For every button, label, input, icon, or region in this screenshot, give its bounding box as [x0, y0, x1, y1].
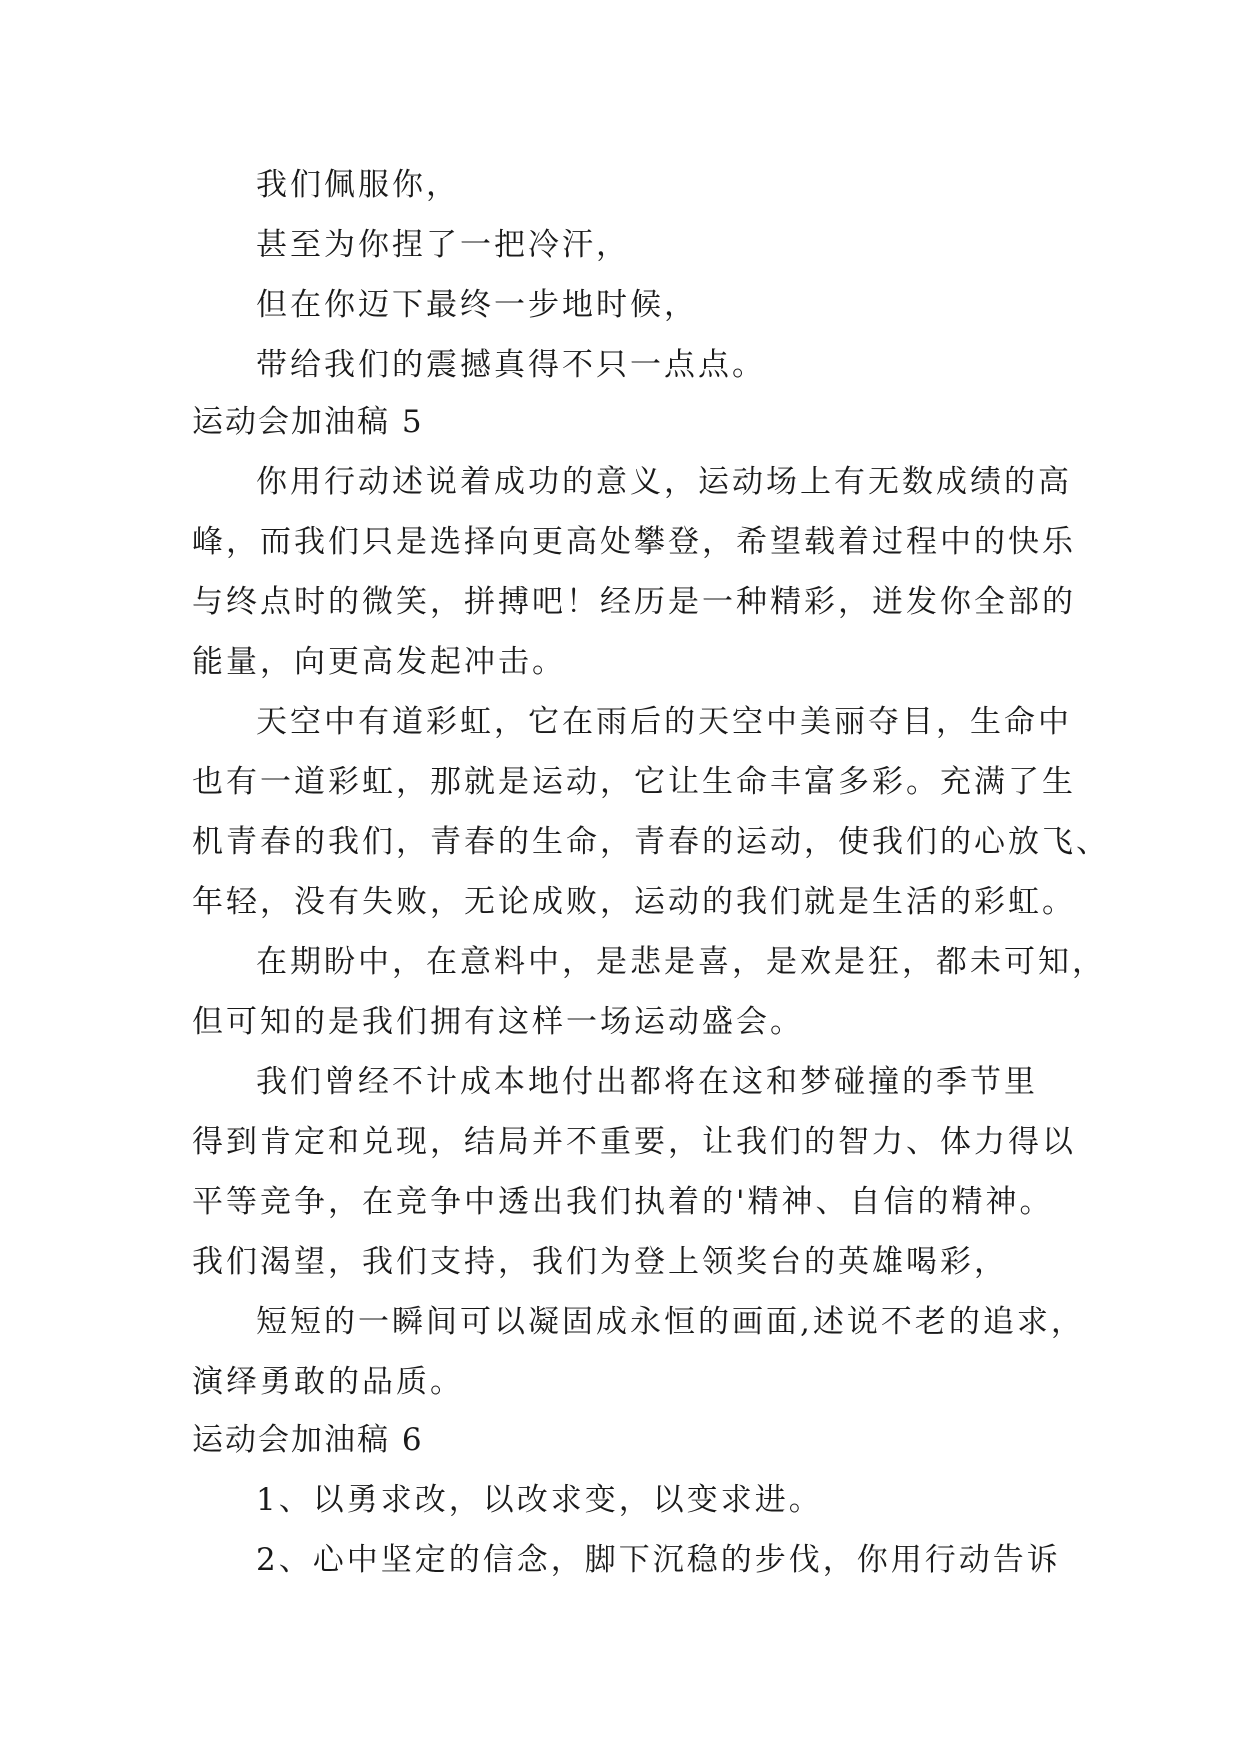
- poem-line: 带给我们的震撼真得不只一点点。: [256, 347, 766, 383]
- paragraph-line: 机青春的我们，青春的生命，青春的运动，使我们的心放飞、: [192, 824, 1110, 860]
- paragraph-line: 但可知的是我们拥有这样一场运动盛会。: [192, 1004, 804, 1040]
- paragraph-line: 也有一道彩虹，那就是运动，它让生命丰富多彩。充满了生: [192, 764, 1076, 800]
- list-item: 2、心中坚定的信念，脚下沉稳的步伐，你用行动告诉: [256, 1542, 1061, 1578]
- section-heading: 运动会加油稿 6: [192, 1422, 424, 1458]
- paragraph-line: 演绎勇敢的品质。: [192, 1364, 464, 1400]
- section-heading: 运动会加油稿 5: [192, 404, 424, 440]
- paragraph-line: 能量，向更高发起冲击。: [192, 644, 566, 680]
- poem-line: 我们佩服你，: [256, 167, 460, 203]
- poem-line: 但在你迈下最终一步地时候，: [256, 287, 698, 323]
- paragraph-line: 天空中有道彩虹，它在雨后的天空中美丽夺目，生命中: [256, 704, 1072, 740]
- paragraph-line: 短短的一瞬间可以凝固成永恒的画面,述说不老的追求，: [256, 1304, 1085, 1340]
- paragraph-line: 我们渴望，我们支持，我们为登上领奖台的英雄喝彩，: [192, 1244, 1008, 1280]
- paragraph-line: 得到肯定和兑现，结局并不重要，让我们的智力、体力得以: [192, 1124, 1076, 1160]
- paragraph-line: 峰，而我们只是选择向更高处攀登，希望载着过程中的快乐: [192, 524, 1076, 560]
- poem-line: 甚至为你捏了一把冷汗，: [256, 227, 630, 263]
- paragraph-line: 我们曾经不计成本地付出都将在这和梦碰撞的季节里: [256, 1064, 1038, 1100]
- paragraph-line: 在期盼中，在意料中，是悲是喜，是欢是狂，都未可知，: [256, 944, 1106, 980]
- paragraph-line: 与终点时的微笑，拼搏吧！经历是一种精彩，迸发你全部的: [192, 584, 1076, 620]
- paragraph-line: 平等竞争，在竞争中透出我们执着的'精神、自信的精神。: [192, 1184, 1054, 1220]
- paragraph-line: 你用行动述说着成功的意义，运动场上有无数成绩的高: [256, 464, 1072, 500]
- list-item: 1、以勇求改，以改求变，以变求进。: [256, 1482, 823, 1518]
- paragraph-line: 年轻，没有失败，无论成败，运动的我们就是生活的彩虹。: [192, 884, 1076, 920]
